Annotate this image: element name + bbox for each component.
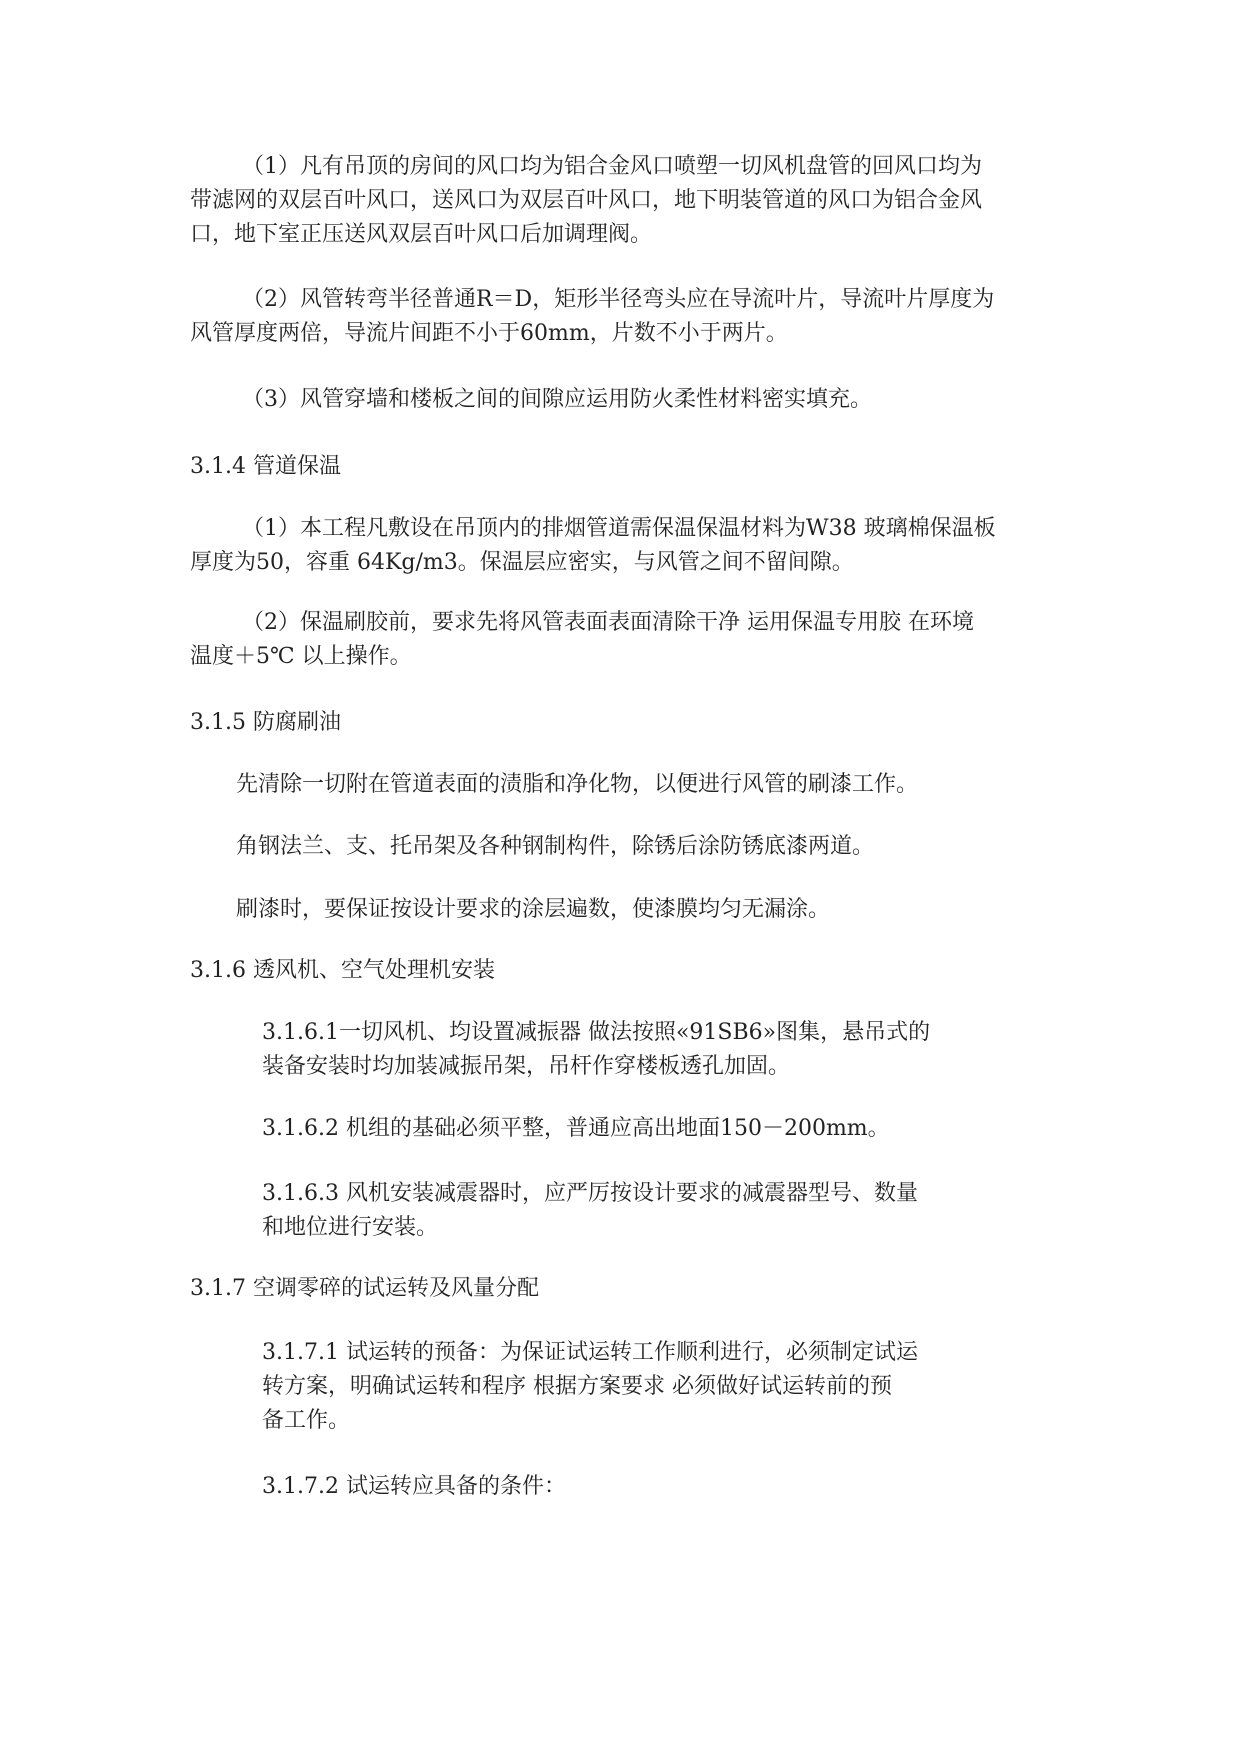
text-line: 先清除一切附在管道表面的渍脂和净化物，以便进行风管的刷漆工作。	[236, 772, 919, 797]
text-line: 转方案，明确试运转和程序 根据方案要求 必须做好试运转前的预	[262, 1374, 892, 1399]
text-line: 口，地下室正压送风双层百叶风口后加调理阀。	[190, 222, 653, 247]
text-line: （3）风管穿墙和楼板之间的间隙应运用防火柔性材料密实填充。	[242, 387, 872, 412]
heading-text: 3.1.7 空调零碎的试运转及风量分配	[190, 1276, 539, 1301]
section-heading-trial-run	[190, 1272, 539, 1306]
section-heading-pipe-insulation	[190, 450, 341, 484]
text-line: 备工作。	[262, 1408, 351, 1433]
text-line: （1）本工程凡敷设在吊顶内的排烟管道需保温保温材料为W38 玻璃棉保温板	[242, 516, 996, 541]
heading-text: 3.1.5 防腐刷油	[190, 710, 341, 735]
paragraph-wall-gap-filling	[242, 383, 872, 417]
paragraph-rust-primer	[236, 830, 874, 864]
text-line: （2）风管转弯半径普通R＝D，矩形半径弯头应在导流叶片，导流叶片厚度为	[242, 287, 995, 312]
section-heading-anticorrosion-painting	[190, 706, 341, 740]
text-line: 角钢法兰、支、托吊架及各种钢制构件，除锈后涂防锈底漆两道。	[236, 834, 875, 859]
paragraph-trial-run-conditions	[262, 1470, 566, 1504]
text-line: 和地位进行安装。	[262, 1215, 439, 1240]
text-line: 温度＋5℃ 以上操作。	[190, 644, 412, 669]
paragraph-insulation-material	[190, 512, 996, 580]
text-line: 风管厚度两倍，导流片间距不小于60mm，片数不小于两片。	[190, 321, 788, 346]
text-line: 3.1.7.1 试运转的预备：为保证试运转工作顺利进行，必须制定试运	[262, 1340, 918, 1365]
paragraph-fan-damper-install	[262, 1177, 918, 1245]
text-line: 装备安装时均加装减振吊架，吊杆作穿楼板透孔加固。	[262, 1054, 791, 1079]
paragraph-air-outlet-types	[190, 150, 982, 252]
paragraph-trial-run-preparation	[262, 1336, 918, 1438]
text-line: 带滤网的双层百叶风口，送风口为双层百叶风口，地下明装管道的风口为铝合金风	[190, 188, 983, 213]
text-line: 3.1.6.1一切风机、均设置减振器 做法按照«91SB6»图集，悬吊式的	[262, 1020, 931, 1045]
text-line: 3.1.6.3 风机安装减震器时，应严厉按设计要求的减震器型号、数量	[262, 1181, 918, 1206]
section-heading-fan-installation	[190, 954, 495, 988]
paragraph-clean-surface	[236, 768, 918, 802]
paragraph-vibration-damper	[262, 1016, 930, 1084]
paragraph-paint-coating	[236, 893, 830, 927]
text-line: 3.1.7.2 试运转应具备的条件：	[262, 1474, 566, 1499]
paragraph-insulation-glue	[190, 606, 974, 674]
heading-text: 3.1.4 管道保温	[190, 454, 341, 479]
text-line: （2）保温刷胶前，要求先将风管表面表面清除干净 运用保温专用胶 在环境	[242, 610, 974, 635]
text-line: （1）凡有吊顶的房间的风口均为铝合金风口喷塑一切风机盘管的回风口均为	[242, 154, 982, 179]
paragraph-unit-foundation	[262, 1112, 890, 1146]
heading-text: 3.1.6 透风机、空气处理机安装	[190, 958, 495, 983]
text-line: 刷漆时，要保证按设计要求的涂层遍数，使漆膜均匀无漏涂。	[236, 897, 831, 922]
text-line: 3.1.6.2 机组的基础必须平整，普通应高出地面150－200mm。	[262, 1116, 890, 1141]
paragraph-duct-bend-radius	[190, 283, 994, 351]
text-line: 厚度为50，容重 64Kg/m3。保温层应密实，与风管之间不留间隙。	[190, 550, 854, 575]
